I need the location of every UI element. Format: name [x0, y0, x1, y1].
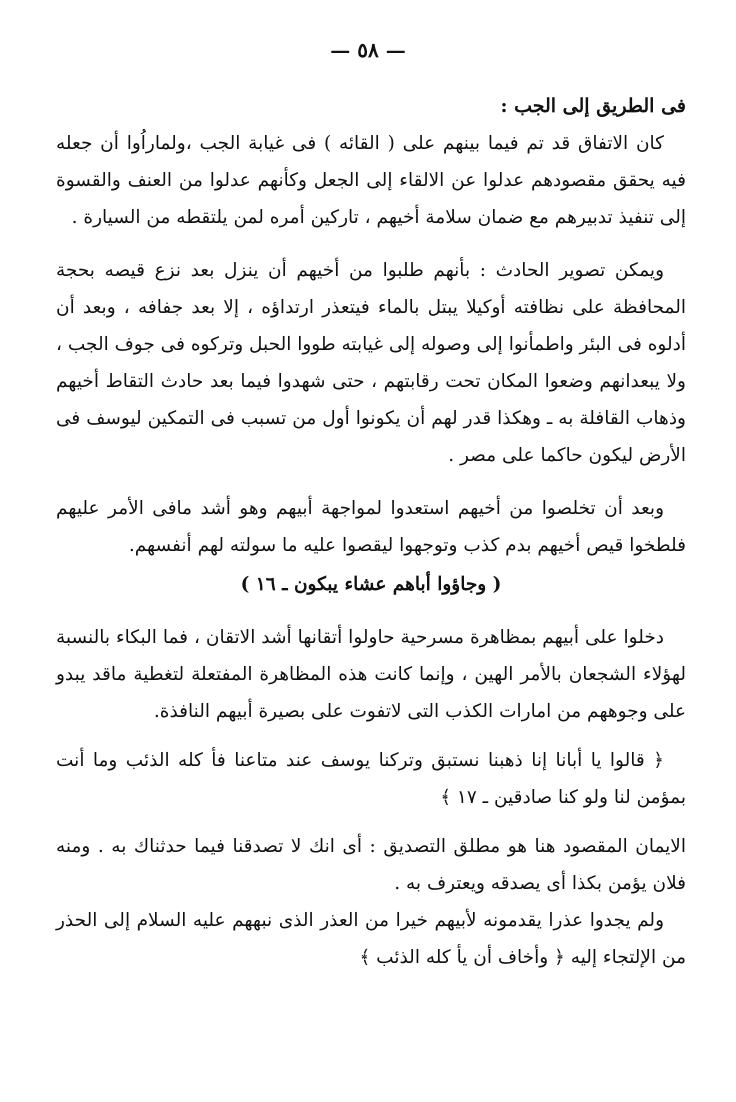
- paragraph-return: وبعد أن تخلصوا من أخيهم استعدوا لمواجهة أبيهم وهو أشد مافى الأمر عليهم فلطخوا قيص أخيهم بدم كذب وتوجهوا ليقصوا عليه ما سولته لهم أنفسهم.: [56, 498, 686, 556]
- section-heading: فى الطريق إلى الجب :: [500, 95, 686, 117]
- page-body: [56, 88, 686, 976]
- page-number: — ٥٨ —: [330, 38, 406, 62]
- paragraph-closing: ولم يجدوا عذرا يقدمونه لأبيهم خيرا من العذر الذى نبههم عليه السلام إلى الحذر من الإلتجاء إليه ﴿ وأخاف أن يأ كله الذئب ﴾: [56, 910, 686, 968]
- paragraph-agreement: كان الاتفاق قد تم فيما بينهم على ( القائه ) فى غيابة الجب ،ولماراُوا أن جعله فيه يحقق مقصودهم عدلوا عن الالقاء إلى الجعل وكأنهم عدلوا من العنف والقسوة إلى تنفيذ تدبيرهم مع ضمان سلامة أخيهم ، تاركين أمره لمن يلتقطه من السيارة .: [56, 133, 686, 228]
- paragraph-explanation: الايمان المقصود هنا هو مطلق التصديق : أى انك لا تصدقنا فيما حدثناك به . ومنه فلان يؤمن بكذا أى يصدقه ويعترف به .: [56, 836, 686, 894]
- verse-reference: ( وجاؤوا أباهم عشاء يبكون ـ ١٦ ): [240, 574, 502, 595]
- quranic-quote: ﴿ قالوا يا أبانا إنا ذهبنا نستبق وتركنا يوسف عند متاعنا فأ كله الذئب وما أنت بمؤمن لنا ولو كنا صادقين ـ ١٧ ﴾: [56, 750, 686, 808]
- paragraph-incident: ويمكن تصوير الحادث : بأنهم طلبوا من أخيهم أن ينزل بعد نزع قيصه بحجة المحافظة على نظافته أوكيلا يبتل بالماء فيتعذر ارتداؤه ، إلا بعد جفافه ، وبعد أن أدلوه فى البئر واطمأنوا إلى وصوله إلى غيابته طووا الحبل وتركوه فى جوف الجب ، ولا يبعدانهم وضعوا المكان تحت رقابتهم ، حتى شهدوا فيما بعد حادث التقاط أخيهم وذهاب القافلة به ـ وهكذا قدر لهم أن يكونوا أول من تسبب فى التمكين ليوسف فى الأرض ليكون حاكما على مصر .: [56, 260, 686, 466]
- paragraph-performance: دخلوا على أبيهم بمظاهرة مسرحية حاولوا أتقانها أشد الاتقان ، فما البكاء بالنسبة لهؤلاء الشجعان بالأمر الهين ، وإنما كانت هذه المظاهرة المفتعلة لتغطية ماقد يبدو على وجوههم من امارات الكذب التى لاتفوت على بصيرة أبيهم النافذة.: [56, 627, 686, 722]
